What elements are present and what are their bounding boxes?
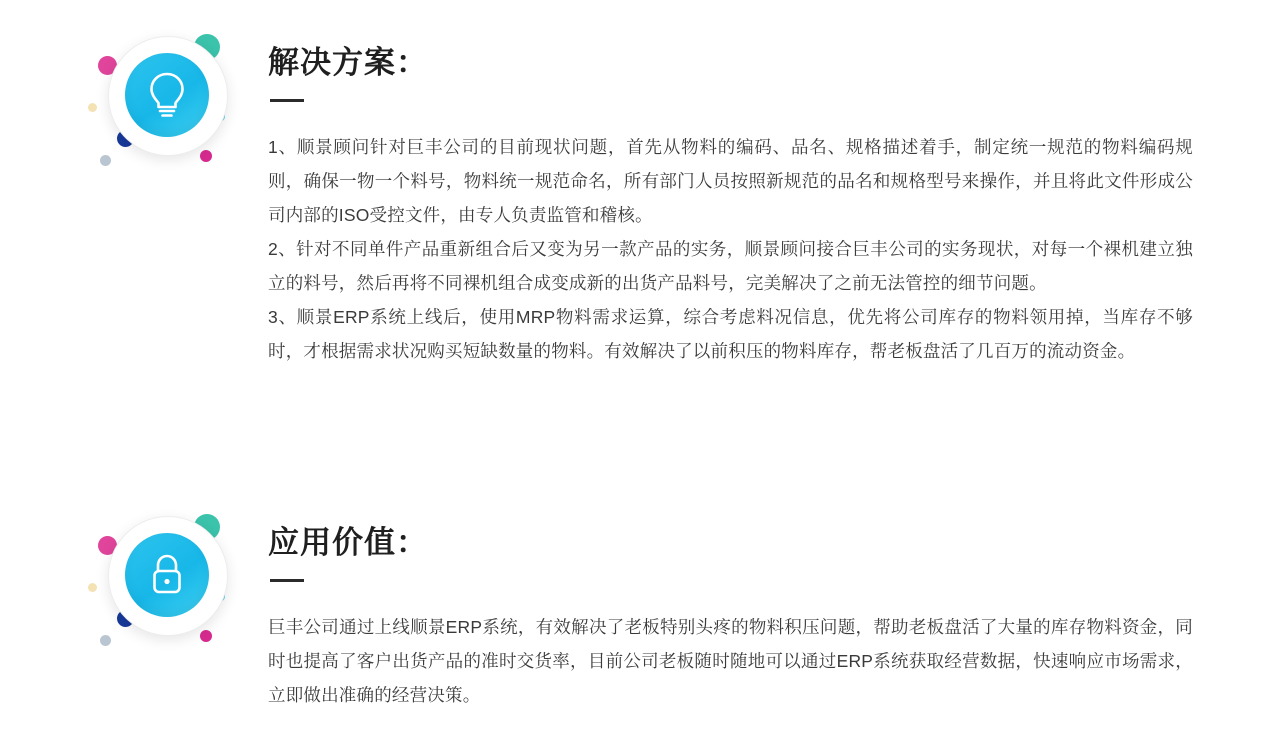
paragraph: 2、针对不同单件产品重新组合后又变为另一款产品的实务，顺景顾问接合巨丰公司的实务现状，对每一个裸机建立独立的料号，然后再将不同裸机组合成变成新的出货产品料号，完美解决了之前无法管控的细节问题。 — [268, 239, 1193, 294]
solution-content — [268, 44, 1193, 368]
decorative-dot-magenta — [200, 150, 212, 162]
section-heading: 解决方案： — [268, 45, 428, 80]
lock-icon — [125, 533, 209, 617]
icon-cluster-solution — [78, 18, 258, 178]
lightbulb-icon — [125, 53, 209, 137]
decorative-dot-grey — [100, 635, 111, 646]
decorative-dot-magenta — [200, 630, 212, 642]
paragraph: 3、顺景ERP系统上线后，使用MRP物料需求运算，综合考虑料况信息，优先将公司库存的物料领用掉，当库存不够时，才根据需求状况购买短缺数量的物料。有效解决了以前积压的物料库存，帮老板盘活了几百万的流动资金。 — [268, 307, 1193, 362]
decorative-dot-cream — [88, 583, 97, 592]
value-body — [268, 610, 1193, 712]
paragraph: 巨丰公司通过上线顺景ERP系统，有效解决了老板特别头疼的物料积压问题，帮助老板盘活了大量的库存物料资金，同时也提高了客户出货产品的准时交货率，目前公司老板随时随地可以通过ERP系统获取经营数据，快速响应市场需求，立即做出准确的经营决策。 — [268, 617, 1193, 706]
heading-underline — [270, 99, 304, 102]
decorative-dot-cream — [88, 103, 97, 112]
decorative-dot-grey — [100, 155, 111, 166]
icon-cluster-value — [78, 498, 258, 658]
value-content — [268, 524, 1193, 712]
section-heading: 应用价值： — [268, 525, 428, 560]
heading-underline — [270, 579, 304, 582]
paragraph: 1、顺景顾问针对巨丰公司的目前现状问题，首先从物料的编码、品名、规格描述着手，制定统一规范的物料编码规则，确保一物一个料号，物料统一规范命名，所有部门人员按照新规范的品名和规格型号来操作，并且将此文件形成公司内部的ISO受控文件，由专人负责监管和稽核。 — [268, 137, 1193, 226]
solution-body — [268, 130, 1193, 368]
